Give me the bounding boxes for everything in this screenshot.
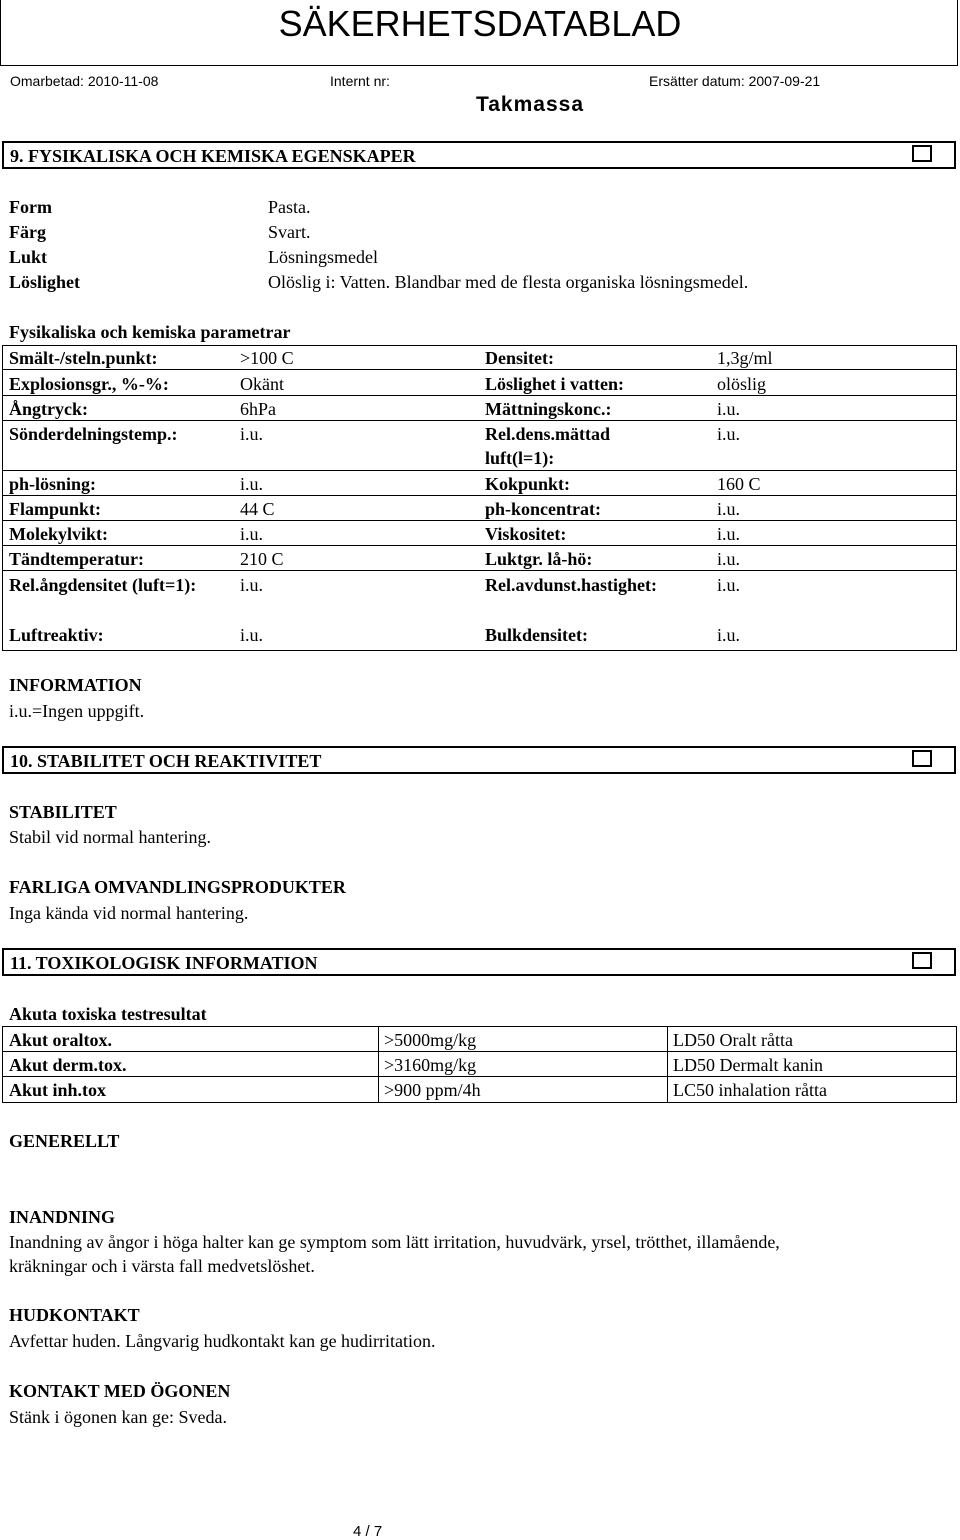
tox-test: LD50 Dermalt kanin — [673, 1055, 823, 1075]
param-label: Flampunkt: — [9, 499, 102, 519]
param-label: Rel.dens.mättad — [485, 424, 610, 444]
property-value: Olöslig i: Vatten. Blandbar med de flesta organiska lösningsmedel. — [268, 272, 749, 292]
document-title: SÄKERHETSDATABLAD — [278, 3, 682, 44]
row-divider — [2, 1051, 957, 1052]
product-name: Takmassa — [475, 93, 585, 116]
replaces-date: Ersätter datum: 2007-09-21 — [649, 73, 821, 89]
checkbox-icon — [912, 750, 932, 767]
tox-table-title: Akuta toxiska testresultat — [9, 1004, 207, 1024]
hazard-text: Inga kända vid normal hantering. — [9, 903, 249, 923]
property-label: Form — [9, 197, 52, 217]
param-label: Tändtemperatur: — [9, 549, 144, 569]
row-divider — [2, 369, 957, 370]
param-label: Explosionsgr., %-%: — [9, 374, 169, 394]
inhalation-text: Inandning av ångor i höga halter kan ge symptom som lätt irritation, huvudvärk, yrsel, trötthet, illamående, — [9, 1232, 780, 1252]
tox-dose: >3160mg/kg — [384, 1055, 477, 1075]
general-heading: GENERELLT — [9, 1131, 120, 1151]
param-value: i.u. — [717, 549, 741, 569]
param-label-cont: luft(l=1): — [485, 448, 555, 468]
section-10-title: 10. STABILITET OCH REAKTIVITET — [10, 751, 322, 771]
row-divider — [2, 420, 957, 421]
param-value: i.u. — [717, 625, 741, 645]
stability-heading: STABILITET — [9, 802, 117, 822]
property-label: Färg — [9, 222, 46, 242]
param-value: 44 C — [240, 499, 275, 519]
param-label: Sönderdelningstemp.: — [9, 424, 178, 444]
row-divider — [2, 495, 957, 496]
tox-dose: >900 ppm/4h — [384, 1080, 481, 1100]
property-label: Löslighet — [9, 272, 81, 292]
param-value: i.u. — [717, 524, 741, 544]
revised-date: Omarbetad: 2010-11-08 — [10, 73, 159, 89]
tox-test: LC50 inhalation råtta — [673, 1080, 827, 1100]
param-label: Densitet: — [485, 348, 554, 368]
property-value: Pasta. — [268, 197, 311, 217]
checkbox-icon — [912, 145, 932, 162]
param-label: Löslighet i vatten: — [485, 374, 624, 394]
column-divider — [667, 1026, 668, 1103]
param-value: i.u. — [240, 424, 264, 444]
row-divider — [2, 545, 957, 546]
param-label: Rel.avdunst.hastighet: — [485, 575, 658, 595]
skin-contact-text: Avfettar huden. Långvarig hudkontakt kan ge hudirritation. — [9, 1331, 436, 1351]
param-label: Ångtryck: — [9, 399, 88, 419]
internal-number: Internt nr: — [330, 73, 390, 89]
section-11-title: 11. TOXIKOLOGISK INFORMATION — [10, 953, 318, 973]
params-title: Fysikaliska och kemiska parametrar — [9, 322, 291, 342]
section-10-header — [2, 746, 956, 774]
tox-route: Akut inh.tox — [9, 1080, 107, 1100]
param-value: i.u. — [717, 399, 741, 419]
param-label: Molekylvikt: — [9, 524, 108, 544]
param-value: Okänt — [240, 374, 284, 394]
section-9-title: 9. FYSIKALISKA OCH KEMISKA EGENSKAPER — [10, 146, 416, 166]
stability-text: Stabil vid normal hantering. — [9, 827, 211, 847]
param-value: i.u. — [717, 499, 741, 519]
param-label: Bulkdensitet: — [485, 625, 589, 645]
row-divider — [2, 520, 957, 521]
param-value: >100 C — [240, 348, 294, 368]
param-label: ph-lösning: — [9, 474, 97, 494]
row-divider — [2, 570, 957, 571]
row-divider — [2, 1076, 957, 1077]
param-label: ph-koncentrat: — [485, 499, 601, 519]
tox-route: Akut derm.tox. — [9, 1055, 127, 1075]
info-text: i.u.=Ingen uppgift. — [9, 701, 145, 721]
section-9-header — [2, 141, 956, 169]
property-label: Lukt — [9, 247, 48, 267]
param-label: Rel.ångdensitet (luft=1): — [9, 575, 197, 595]
param-value: 160 C — [717, 474, 761, 494]
param-value: 1,3g/ml — [717, 348, 773, 368]
param-label: Kokpunkt: — [485, 474, 571, 494]
page-number: 4 / 7 — [353, 1523, 383, 1540]
tox-test: LD50 Oralt råtta — [673, 1030, 793, 1050]
column-divider — [378, 1026, 379, 1103]
eye-contact-heading: KONTAKT MED ÖGONEN — [9, 1381, 231, 1401]
property-value: Lösningsmedel — [268, 247, 378, 267]
param-value: 210 C — [240, 549, 284, 569]
tox-route: Akut oraltox. — [9, 1030, 112, 1050]
param-value: i.u. — [240, 474, 264, 494]
section-11-header — [2, 948, 956, 976]
param-label: Mättningskonc.: — [485, 399, 612, 419]
param-value: i.u. — [240, 575, 264, 595]
inhalation-heading: INANDNING — [9, 1207, 116, 1227]
param-value: 6hPa — [240, 399, 276, 419]
info-heading: INFORMATION — [9, 675, 142, 695]
param-value: i.u. — [717, 575, 741, 595]
row-divider — [2, 395, 957, 396]
param-label: Luktgr. lå-hö: — [485, 549, 593, 569]
inhalation-text: kräkningar och i värsta fall medvetslöshet. — [9, 1256, 315, 1276]
row-divider — [2, 470, 957, 471]
param-value: olöslig — [717, 374, 767, 394]
property-value: Svart. — [268, 222, 311, 242]
skin-contact-heading: HUDKONTAKT — [9, 1305, 140, 1325]
param-label: Luftreaktiv: — [9, 625, 104, 645]
param-value: i.u. — [240, 524, 264, 544]
param-label: Smält-/steln.punkt: — [9, 348, 158, 368]
hazard-heading: FARLIGA OMVANDLINGSPRODUKTER — [9, 877, 346, 897]
eye-contact-text: Stänk i ögonen kan ge: Sveda. — [9, 1407, 227, 1427]
checkbox-icon — [912, 952, 932, 969]
param-value: i.u. — [717, 424, 741, 444]
tox-dose: >5000mg/kg — [384, 1030, 477, 1050]
param-value: i.u. — [240, 625, 264, 645]
param-label: Viskositet: — [485, 524, 567, 544]
